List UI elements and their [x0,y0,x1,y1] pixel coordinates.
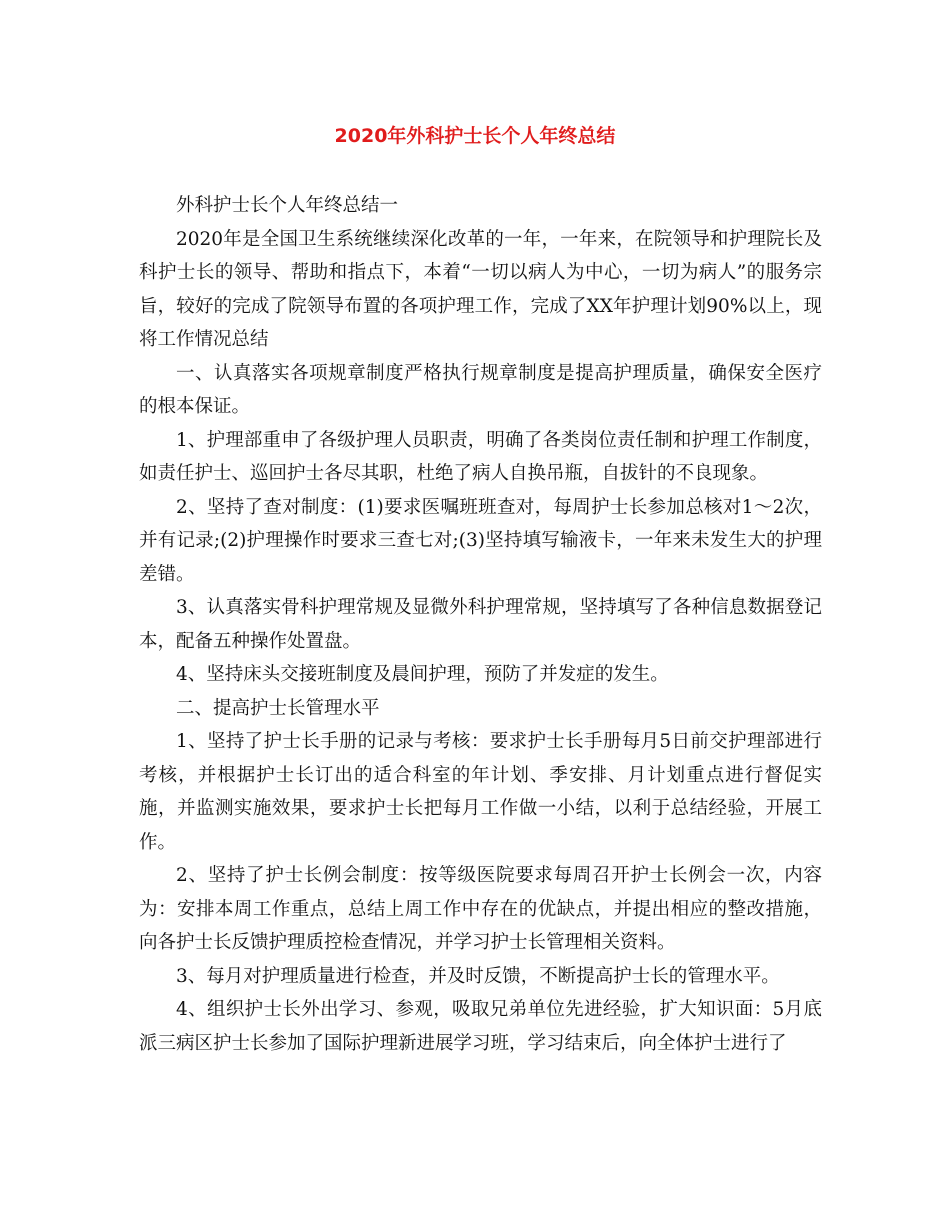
paragraph-intro: 2020年是全国卫生系统继续深化改革的一年，一年来，在院领导和护理院长及科护士长的领导、帮助和指点下，本着“一切以病人为中心，一切为病人”的服务宗旨，较好的完成了院领导布置的各项护理工作，完成了XX年护理计划90%以上，现将工作情况总结 [139,228,822,350]
paragraph-section-2: 二、提高护士长管理水平 [176,697,380,719]
paragraph-item: 4、坚持床头交接班制度及晨间护理，预防了并发症的发生。 [176,664,669,685]
paragraph-item: 3、认真落实骨科护理常规及显微外科护理常规，坚持填写了各种信息数据登记本，配备五种操作处置盘。 [139,597,822,652]
paragraph-item: 2、坚持了查对制度：(1)要求医嘱班班查对，每周护士长参加总核对1～2次，并有记录;(2)护理操作时要求三查七对;(3)坚持填写输液卡，一年来未发生大的护理差错。 [139,496,822,585]
paragraph-section-1: 一、认真落实各项规章制度严格执行规章制度是提高护理质量，确保安全医疗的根本保证。 [139,362,822,417]
document-body [139,189,822,1060]
paragraph-heading: 外科护士长个人年终总结一 [176,195,399,216]
paragraph-item: 4、组织护士长外出学习、参观，吸取兄弟单位先进经验，扩大知识面：5月底派三病区护士长参加了国际护理新进展学习班，学习结束后，向全体护士进行了 [139,999,822,1054]
paragraph-item: 2、坚持了护士长例会制度：按等级医院要求每周召开护士长例会一次，内容为：安排本周工作重点，总结上周工作中存在的优缺点，并提出相应的整改措施，向各护士长反馈护理质控检查情况，并学习护士长管理相关资料。 [139,865,822,953]
paragraph-item: 3、每月对护理质量进行检查，并及时反馈，不断提高护士长的管理水平。 [176,965,780,987]
paragraph-item: 1、护理部重申了各级护理人员职责，明确了各类岗位责任制和护理工作制度，如责任护士、巡回护士各尽其职，杜绝了病人自换吊瓶，自拔针的不良现象。 [139,429,822,484]
page-title: 2020年外科护士长个人年终总结 [334,125,616,147]
paragraph-item: 1、坚持了护士长手册的记录与考核：要求护士长手册每月5日前交护理部进行考核，并根据护士长订出的适合科室的年计划、季安排、月计划重点进行督促实施，并监测实施效果，要求护士长把每月工作做一小结，以利于总结经验，开展工作。 [139,731,822,853]
